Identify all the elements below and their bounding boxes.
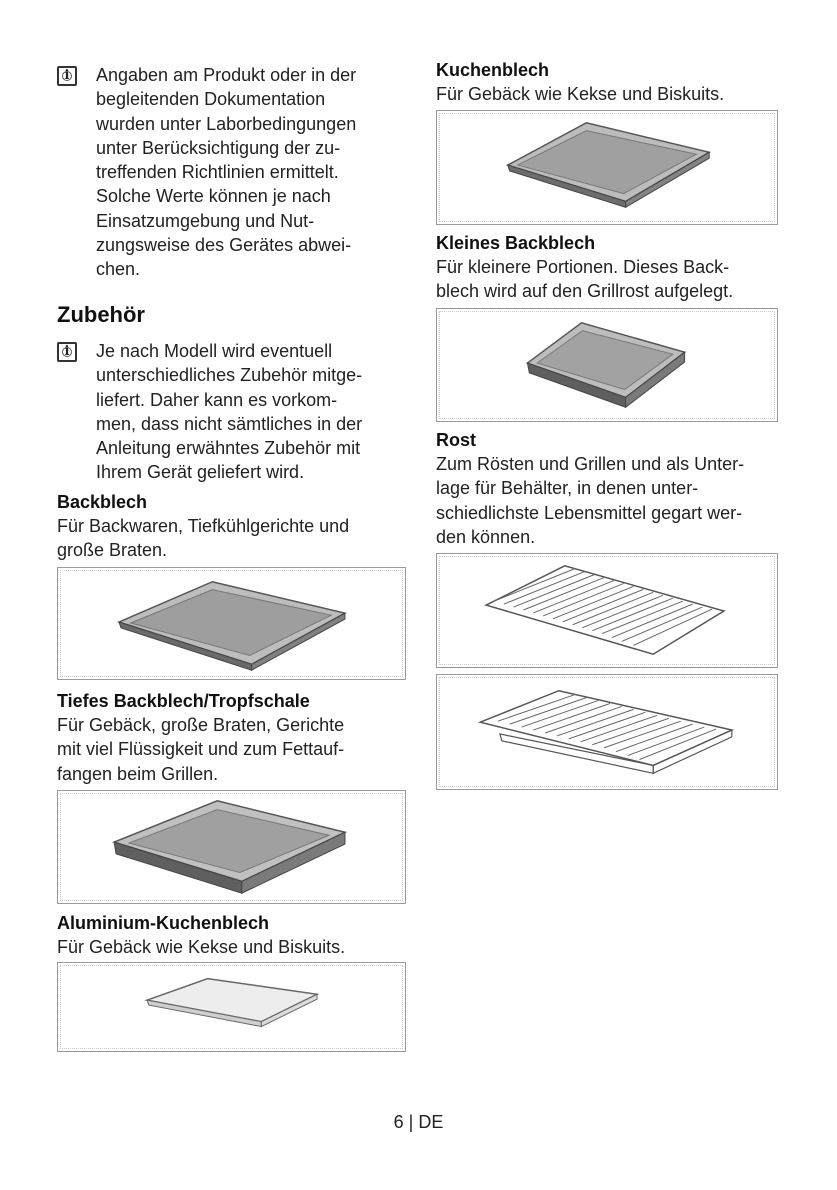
aluminium-title: Aluminium-Kuchenblech (57, 913, 270, 933)
backblech-image (57, 567, 406, 680)
section-title: Zubehör (57, 302, 145, 327)
rost-section: Rost Zum Rösten und Grillen und als Unter- lage für Behälter, in denen unter- schiedlichste Lebensmittel gegart wer- den können. (436, 428, 786, 549)
wire-rack-icon (437, 554, 777, 667)
baking-tray-icon (58, 568, 405, 679)
aluminium-section: Aluminium-Kuchenblech Für Gebäck wie Kekse und Biskuits. (57, 911, 407, 959)
small-tray-icon (437, 309, 777, 421)
rost-image-1 (436, 553, 778, 668)
kleines-image (436, 308, 778, 422)
tiefes-title: Tiefes Backblech/Tropfschale (57, 691, 310, 711)
wire-rack-with-legs-icon (437, 675, 777, 789)
cake-tray-icon (437, 111, 777, 224)
kleines-section: Kleines Backblech Für kleinere Portionen. Dieses Back- blech wird auf den Grillrost aufgelegt. (436, 231, 786, 304)
aluminium-tray-icon (58, 963, 405, 1051)
backblech-section: Backblech Für Backwaren, Tiefkühlgerichte und große Braten. (57, 490, 407, 563)
info-icon: i (57, 66, 77, 86)
tiefes-section: Tiefes Backblech/Tropfschale Für Gebäck, große Braten, Gerichte mit viel Flüssigkeit und zum Fettauf- fangen beim Grillen. (57, 689, 407, 786)
kuchenblech-section: Kuchenblech Für Gebäck wie Kekse und Biskuits. (436, 58, 786, 106)
rost-title: Rost (436, 430, 476, 450)
tiefes-image (57, 790, 406, 904)
deep-tray-icon (58, 791, 405, 903)
aluminium-image (57, 962, 406, 1052)
kleines-title: Kleines Backblech (436, 233, 596, 253)
kuchenblech-image (436, 110, 778, 225)
note-text-accessories: Je nach Modell wird eventuell unterschiedliches Zubehör mitge- liefert. Daher kann es vorkom- men, dass nicht sämtliches in der Anleitung erwähntes Zubehör mit Ihrem Gerät geliefert wird. (96, 341, 363, 483)
page-number: 6 | DE (393, 1112, 444, 1132)
info-icon: i (57, 342, 77, 362)
rost-image-2 (436, 674, 778, 790)
backblech-title: Backblech (57, 492, 148, 512)
kuchenblech-title: Kuchenblech (436, 60, 550, 80)
note-text-measurement: Angaben am Produkt oder in der begleitenden Dokumentation wurden unter Laborbedingungen unter Berücksichtigung der zu- treffenden Richtlinien ermittelt. Solche Werte können je nach Einsatzumgebung und Nut- zungsweise des Gerätes abwei- chen. (96, 65, 357, 280)
